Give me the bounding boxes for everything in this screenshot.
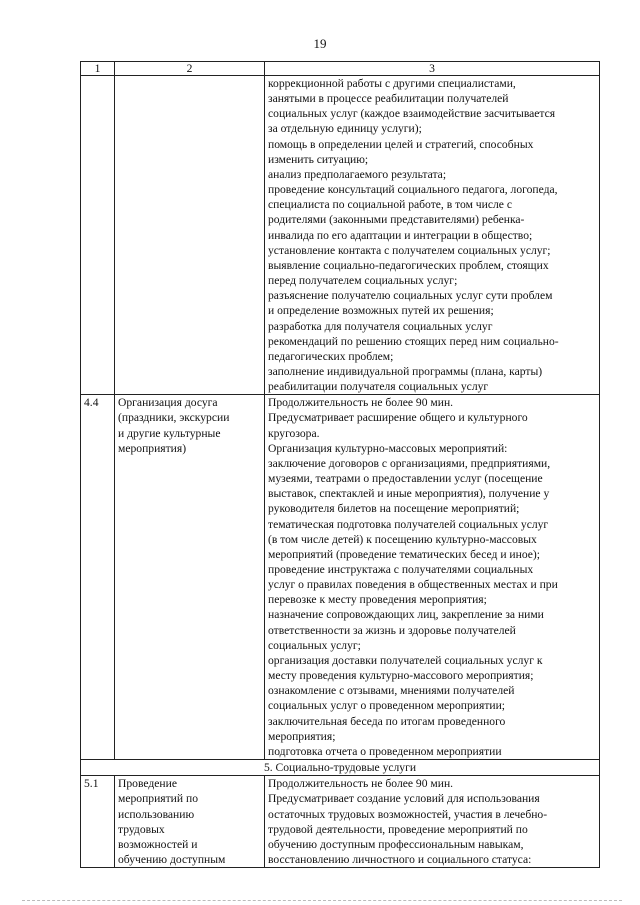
- text-line: рекомендаций по решению стоящих перед ним социально-: [268, 334, 559, 348]
- text-line: проведение инструктажа с получателями социальных: [268, 563, 534, 576]
- text-line: назначение сопровождающих лиц, закрепление за ними: [268, 608, 544, 622]
- text-line: заключение договоров с организациями, предприятиями,: [268, 456, 551, 470]
- text-line: услуг о правилах поведения в общественных местах и при: [268, 578, 558, 592]
- text-line: выставок, спектаклей и иные мероприятия), получение у: [268, 487, 550, 501]
- text-line: Предусматривает расширение общего и культурного: [268, 411, 528, 425]
- text-line: установление контакта с получателем социальных услуг;: [268, 243, 551, 257]
- service-description: [265, 395, 600, 760]
- text-line: обучению доступным профессиональным навыкам,: [268, 837, 524, 851]
- text-line: остаточных трудовых возможностей, участия в лечебно-: [268, 807, 548, 821]
- table-header-row: [81, 62, 600, 76]
- text-line: мероприятий (проведение тематических бесед и иное);: [268, 547, 541, 561]
- text-line: изменить ситуацию;: [268, 152, 369, 166]
- text-line: перед получателем социальных услуг;: [268, 274, 458, 288]
- text-line: разработка для получателя социальных услуг: [268, 319, 493, 333]
- row-number: [81, 76, 115, 395]
- text-line: организация доставки получателей социальных услуг к: [268, 653, 543, 667]
- text-line: тематическая подготовка получателей социальных услуг: [268, 517, 549, 531]
- table-row-4-4: [81, 395, 600, 760]
- text-line: за отдельную единицу услуги);: [268, 122, 422, 136]
- text-line: Продолжительность не более 90 мин.: [268, 396, 454, 410]
- text-line: социальных услуг (каждое взаимодействие засчитывается: [268, 107, 556, 121]
- text-line: трудовой деятельности, проведение мероприятий по: [268, 822, 528, 836]
- text-line: педагогических проблем;: [268, 349, 394, 363]
- text-line: Организация культурно-массовых мероприятий:: [268, 441, 508, 455]
- text-line: руководителя билетов на посещение мероприятий;: [268, 502, 520, 516]
- text-line: ознакомление с отзывами, мнениями получателей: [268, 684, 515, 698]
- text-line: выявление социально-педагогических проблем, стоящих: [268, 258, 549, 272]
- page-bottom-edge: [22, 900, 622, 901]
- text-line: мероприятий по: [118, 792, 198, 806]
- table-row-continuation: [81, 76, 600, 395]
- text-line: возможностей и: [118, 837, 198, 851]
- text-line: социальных услуг;: [268, 638, 361, 652]
- text-line: проведение консультаций социального педагога, логопеда,: [268, 183, 558, 197]
- column-header-2: 2: [115, 62, 265, 76]
- text-line: и определение возможных путей их решения;: [268, 304, 494, 318]
- text-line: мероприятия;: [268, 729, 336, 743]
- text-line: специалиста по социальной работе, в том числе с: [268, 198, 512, 212]
- table-row-5-1: [81, 776, 600, 868]
- text-line: реабилитации получателя социальных услуг: [268, 380, 489, 394]
- text-line: (праздники, экскурсии: [118, 411, 230, 425]
- text-line: Проведение: [118, 777, 177, 791]
- service-description: [265, 776, 600, 868]
- text-line: использованию: [118, 807, 195, 821]
- text-line: ответственности за жизнь и здоровье получателей: [268, 623, 516, 637]
- page-number: 19: [313, 36, 327, 51]
- text-line: разъяснение получателю социальных услуг сути проблем: [268, 289, 553, 303]
- text-line: родителями (законными представителями) ребенка-: [268, 213, 525, 227]
- text-line: обучению доступным: [118, 852, 226, 866]
- text-line: коррекционной работы с другими специалистами,: [268, 77, 516, 90]
- service-description: [265, 76, 600, 395]
- text-line: мероприятия): [118, 441, 187, 455]
- service-title: [115, 76, 265, 395]
- row-number: 5.1: [81, 776, 115, 868]
- section-row-5: [81, 760, 600, 776]
- text-line: и другие культурные: [118, 426, 221, 440]
- text-line: подготовка отчета о проведенном мероприятии: [268, 744, 502, 758]
- text-line: анализ предполагаемого результата;: [268, 167, 447, 181]
- text-line: месту проведения культурно-массового мероприятия;: [268, 669, 534, 683]
- column-header-3: 3: [265, 62, 600, 76]
- text-line: помощь в определении целей и стратегий, способных: [268, 137, 534, 151]
- text-line: перевозке к месту проведения мероприятия;: [268, 593, 487, 607]
- services-table: [80, 61, 600, 868]
- service-title: [115, 395, 265, 760]
- column-header-1: 1: [81, 62, 115, 76]
- text-line: музеями, театрами о предоставлении услуг (посещение: [268, 472, 543, 486]
- text-line: инвалида по его адаптации и интеграции в общество;: [268, 228, 533, 242]
- text-line: заключительная беседа по итогам проведенного: [268, 714, 506, 728]
- text-line: кругозора.: [268, 426, 320, 440]
- text-line: Предусматривает создание условий для использования: [268, 792, 540, 806]
- text-line: заполнение индивидуальной программы (плана, карты): [268, 364, 543, 378]
- text-line: Организация досуга: [118, 396, 218, 410]
- section-title: 5. Социально-трудовые услуги: [81, 760, 600, 776]
- text-line: (в том числе детей) к посещению культурно-массовых: [268, 532, 537, 546]
- text-line: социальных услуг о проведенном мероприятии;: [268, 699, 506, 713]
- text-line: занятыми в процессе реабилитации получателей: [268, 92, 509, 106]
- service-title: [115, 776, 265, 868]
- text-line: восстановлению личностного и социального статуса:: [268, 852, 532, 866]
- text-line: Продолжительность не более 90 мин.: [268, 777, 454, 791]
- row-number: 4.4: [81, 395, 115, 760]
- text-line: трудовых: [118, 822, 165, 836]
